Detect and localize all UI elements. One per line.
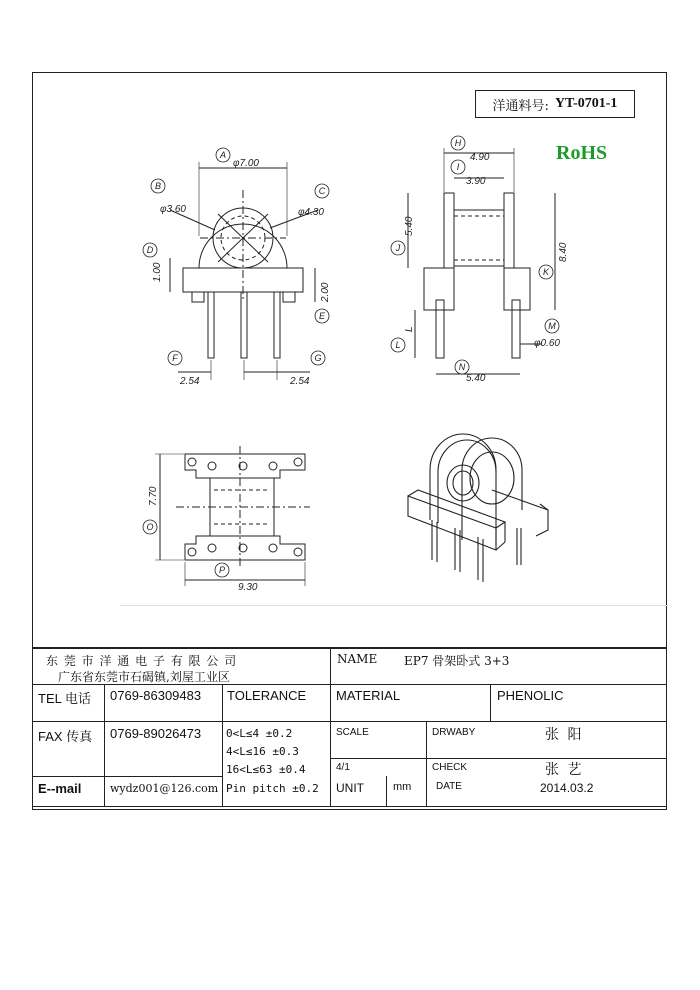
dim-G: 2.54 [290,376,310,387]
dim-N: 5.40 [466,373,486,384]
part-number-value: YT-0701-1 [554,96,618,111]
tb-col [426,721,427,806]
tel-label: TEL 电话 [38,691,91,706]
scale-label: SCALE [336,727,369,738]
email-value: wydz001@126.com [110,782,219,795]
tb-rule [32,776,222,777]
dim-D: 1.00 [152,262,163,282]
bottom-view [155,446,310,586]
dim-A: φ7.00 [233,158,259,169]
tolerance-4: Pin pitch ±0.2 [226,782,319,795]
fax-value: 0769-89026473 [110,726,202,741]
tb-rule [32,721,667,722]
dim-O: 7.70 [148,486,159,506]
label-H: H [454,138,462,148]
tel-value: 0769-86309483 [110,688,202,703]
drawby-label: DRWABY [432,727,476,738]
tolerance-1: 0<L≤4 ±0.2 [226,727,293,740]
dim-I: 3.90 [466,176,486,187]
tb-col [386,776,387,806]
dim-M: φ0.60 [534,338,560,349]
drawing-bottom-rule [120,605,668,606]
dim-H: 4.90 [470,152,490,163]
dim-J: 5.40 [404,216,415,236]
label-I: I [456,162,460,172]
dim-C: φ4.30 [298,207,324,218]
tolerance-2: 4<L≤16 ±0.3 [226,745,299,758]
fax-label: FAX 传真 [38,729,93,744]
name-label: NAME [337,652,378,666]
label-E: E [318,311,326,321]
label-B: B [154,181,162,191]
label-G: G [314,353,322,363]
tolerance-label: TOLERANCE [227,688,307,703]
dim-F: 2.54 [180,376,200,387]
tb-col [330,647,331,806]
company-name: 东 莞 市 洋 通 电 子 有 限 公 司 [46,654,238,668]
drawby-value: 张 阳 [545,727,584,743]
rohs-mark: RoHS [556,142,608,164]
label-P: P [218,565,226,575]
tb-rule [32,806,667,807]
unit-label: UNIT [336,781,364,795]
label-L: L [395,340,401,350]
material-label: MATERIAL [336,688,401,703]
tb-col [490,684,491,721]
label-D: D [146,245,154,255]
dim-K: 8.40 [558,242,569,262]
dim-P: 9.30 [238,582,258,593]
label-K: K [542,267,550,277]
front-view [170,162,318,380]
email-label: E--mail [38,781,82,796]
date-label: DATE [436,781,462,792]
dim-L: L [404,326,415,332]
isometric-view [408,434,548,582]
name-value: EP7 骨架卧式 3+3 [404,654,510,668]
label-N: N [458,362,466,372]
label-F: F [172,353,178,363]
tb-col [222,684,223,806]
date-value: 2014.03.2 [540,781,594,795]
unit-value: mm [393,781,412,793]
label-C: C [318,186,326,196]
tb-rule [330,758,667,759]
label-J: J [395,243,401,253]
check-label: CHECK [432,762,468,773]
technical-drawing [100,110,600,607]
dim-E: 2.00 [320,282,331,302]
part-number-label: 洋通料号: [492,98,549,114]
tolerance-3: 16<L≤63 ±0.4 [226,763,306,776]
check-value: 张 艺 [545,762,584,778]
label-A: A [219,150,227,160]
dim-B: φ3.60 [160,204,186,215]
label-O: O [146,522,154,532]
tb-col [104,684,105,806]
material-value: PHENOLIC [497,688,564,703]
tb-top-rule [32,647,667,649]
label-M: M [548,321,556,331]
company-address: 广东省东莞市石碣镇,刘屋工业区 [58,670,230,684]
scale-value: 4/1 [336,762,350,773]
